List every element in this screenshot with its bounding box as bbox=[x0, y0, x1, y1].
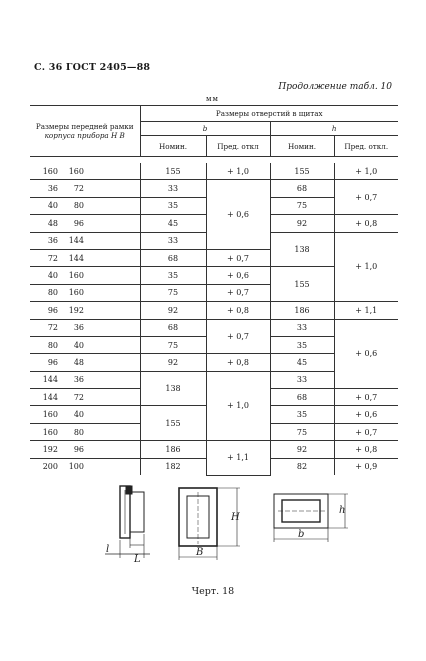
row-dims bbox=[30, 319, 140, 336]
side-view-figure bbox=[105, 486, 150, 565]
b-nomin: 75 bbox=[140, 336, 206, 353]
h-tol: + 1,0 bbox=[334, 163, 398, 180]
row-b: 160 bbox=[68, 288, 84, 298]
fig2-H-label: H bbox=[231, 512, 240, 523]
b-nomin: 33 bbox=[140, 180, 206, 197]
row-b: 144 bbox=[68, 253, 84, 263]
b-nomin: 75 bbox=[140, 284, 206, 301]
b-nomin: 138 bbox=[140, 371, 206, 406]
row-b: 36 bbox=[73, 323, 84, 333]
row-h: 80 bbox=[47, 288, 58, 298]
h-nomin: 186 bbox=[270, 302, 334, 319]
h-nomin: 35 bbox=[270, 336, 334, 353]
h-tol: + 0,8 bbox=[334, 215, 398, 232]
row-b: 100 bbox=[68, 462, 84, 472]
row-b: 72 bbox=[73, 184, 84, 194]
h-tol: + 0,6 bbox=[334, 319, 398, 389]
dimension-header-cell bbox=[30, 106, 140, 157]
h-nomin: 68 bbox=[270, 180, 334, 197]
h-nomin: 75 bbox=[270, 423, 334, 440]
row-dims bbox=[30, 163, 140, 180]
b-tol: + 1,0 bbox=[206, 371, 270, 441]
row-b: 40 bbox=[73, 410, 84, 420]
h-nomin: 33 bbox=[270, 371, 334, 388]
row-h: 144 bbox=[42, 392, 58, 402]
page-header: С. 36 ГОСТ 2405—88 bbox=[34, 62, 151, 73]
b-nomin: 92 bbox=[140, 302, 206, 319]
panel-cutout-figure bbox=[274, 494, 348, 542]
fig2-B-label: B bbox=[196, 547, 204, 558]
h-nomin: 33 bbox=[270, 319, 334, 336]
row-dims bbox=[30, 232, 140, 249]
technical-drawing bbox=[0, 470, 426, 585]
b-tol: + 0,7 bbox=[206, 249, 270, 266]
row-b: 144 bbox=[68, 236, 84, 246]
unit-label: мм bbox=[206, 95, 219, 103]
row-dims bbox=[30, 354, 140, 371]
row-dims bbox=[30, 336, 140, 353]
row-b: 96 bbox=[73, 218, 84, 228]
row-h: 160 bbox=[42, 427, 58, 437]
row-dims bbox=[30, 423, 140, 440]
fig1-l-label: l bbox=[106, 544, 110, 555]
b-nomin: 33 bbox=[140, 232, 206, 249]
h-nomin: 68 bbox=[270, 389, 334, 406]
b-tol: + 0,8 bbox=[206, 302, 270, 319]
row-dims bbox=[30, 406, 140, 423]
row-h: 48 bbox=[47, 218, 58, 228]
h-nomin: 75 bbox=[270, 197, 334, 214]
h-tol: + 1,0 bbox=[334, 232, 398, 302]
b-tol-header: Пред. откл bbox=[206, 136, 270, 157]
b-nomin: 35 bbox=[140, 197, 206, 214]
row-h: 36 bbox=[47, 184, 58, 194]
row-b: 96 bbox=[73, 444, 84, 454]
row-b: 80 bbox=[73, 201, 84, 211]
h-tol: + 0,7 bbox=[334, 180, 398, 215]
b-tol: + 0,6 bbox=[206, 267, 270, 284]
row-h: 72 bbox=[47, 253, 58, 263]
h-nomin: 35 bbox=[270, 406, 334, 423]
h-nomin: 138 bbox=[270, 232, 334, 267]
h-tol: + 0,7 bbox=[334, 389, 398, 406]
row-h: 40 bbox=[47, 201, 58, 211]
row-h: 96 bbox=[47, 357, 58, 367]
row-b: 72 bbox=[73, 392, 84, 402]
fig1-L-label: L bbox=[134, 554, 141, 565]
row-h: 200 bbox=[42, 462, 58, 472]
b-nomin: 92 bbox=[140, 354, 206, 371]
h-nomin-header: Номин. bbox=[270, 136, 334, 157]
h-label: h bbox=[270, 122, 398, 136]
b-tol: + 1,0 bbox=[206, 163, 270, 180]
row-dims bbox=[30, 197, 140, 214]
group-header: Размеры отверстий в щитах bbox=[140, 106, 398, 122]
figure-caption: Черт. 18 bbox=[191, 586, 235, 597]
row-b: 80 bbox=[73, 427, 84, 437]
h-tol-header: Пред. откл. bbox=[334, 136, 398, 157]
row-h: 160 bbox=[42, 166, 58, 176]
row-h: 40 bbox=[47, 271, 58, 281]
row-b: 160 bbox=[68, 271, 84, 281]
b-nomin: 35 bbox=[140, 267, 206, 284]
row-b: 160 bbox=[68, 166, 84, 176]
row-h: 72 bbox=[47, 323, 58, 333]
b-tol: + 0,7 bbox=[206, 319, 270, 354]
h-nomin: 155 bbox=[270, 163, 334, 180]
row-b: 36 bbox=[73, 375, 84, 385]
row-dims bbox=[30, 249, 140, 266]
row-h: 192 bbox=[42, 444, 58, 454]
b-nomin-header: Номин. bbox=[140, 136, 206, 157]
row-h: 144 bbox=[42, 375, 58, 385]
row-dims bbox=[30, 284, 140, 301]
fig3-h-label: h bbox=[339, 505, 346, 516]
h-tol: + 1,1 bbox=[334, 302, 398, 319]
row-dims bbox=[30, 215, 140, 232]
h-nomin: 45 bbox=[270, 354, 334, 371]
row-h: 160 bbox=[42, 410, 58, 420]
h-tol: + 0,6 bbox=[334, 406, 398, 423]
b-nomin: 186 bbox=[140, 441, 206, 458]
h-nomin: 155 bbox=[270, 267, 334, 302]
b-tol: + 0,8 bbox=[206, 354, 270, 371]
front-view-figure bbox=[179, 488, 240, 560]
b-nomin: 45 bbox=[140, 215, 206, 232]
b-nomin: 155 bbox=[140, 163, 206, 180]
dimension-header-line2: корпуса прибора H B bbox=[44, 131, 125, 140]
b-tol: + 1,1 bbox=[206, 441, 270, 475]
b-label: b bbox=[140, 122, 270, 136]
b-nomin: 182 bbox=[140, 458, 206, 475]
h-tol: + 0,7 bbox=[334, 423, 398, 440]
row-dims bbox=[30, 441, 140, 458]
b-nomin: 68 bbox=[140, 249, 206, 266]
row-h: 36 bbox=[47, 236, 58, 246]
b-tol: + 0,7 bbox=[206, 284, 270, 301]
fig3-b-label: b bbox=[298, 529, 305, 540]
row-dims bbox=[30, 267, 140, 284]
b-nomin: 155 bbox=[140, 406, 206, 441]
row-h: 96 bbox=[47, 305, 58, 315]
dimension-header-line1: Размеры передней рамки bbox=[35, 122, 134, 131]
table-continuation-label: Продолжение табл. 10 bbox=[278, 82, 392, 92]
row-b: 48 bbox=[73, 357, 84, 367]
h-tol: + 0,9 bbox=[334, 458, 398, 475]
b-tol: + 0,6 bbox=[206, 180, 270, 250]
h-nomin: 82 bbox=[270, 458, 334, 475]
b-nomin: 68 bbox=[140, 319, 206, 336]
row-h: 80 bbox=[47, 340, 58, 350]
row-dims bbox=[30, 302, 140, 319]
row-b: 192 bbox=[68, 305, 84, 315]
row-dims bbox=[30, 180, 140, 197]
h-tol: + 0,8 bbox=[334, 441, 398, 458]
dimensions-table bbox=[30, 105, 398, 476]
h-nomin: 92 bbox=[270, 441, 334, 458]
row-dims bbox=[30, 371, 140, 388]
h-nomin: 92 bbox=[270, 215, 334, 232]
row-dims bbox=[30, 389, 140, 406]
row-b: 40 bbox=[73, 340, 84, 350]
